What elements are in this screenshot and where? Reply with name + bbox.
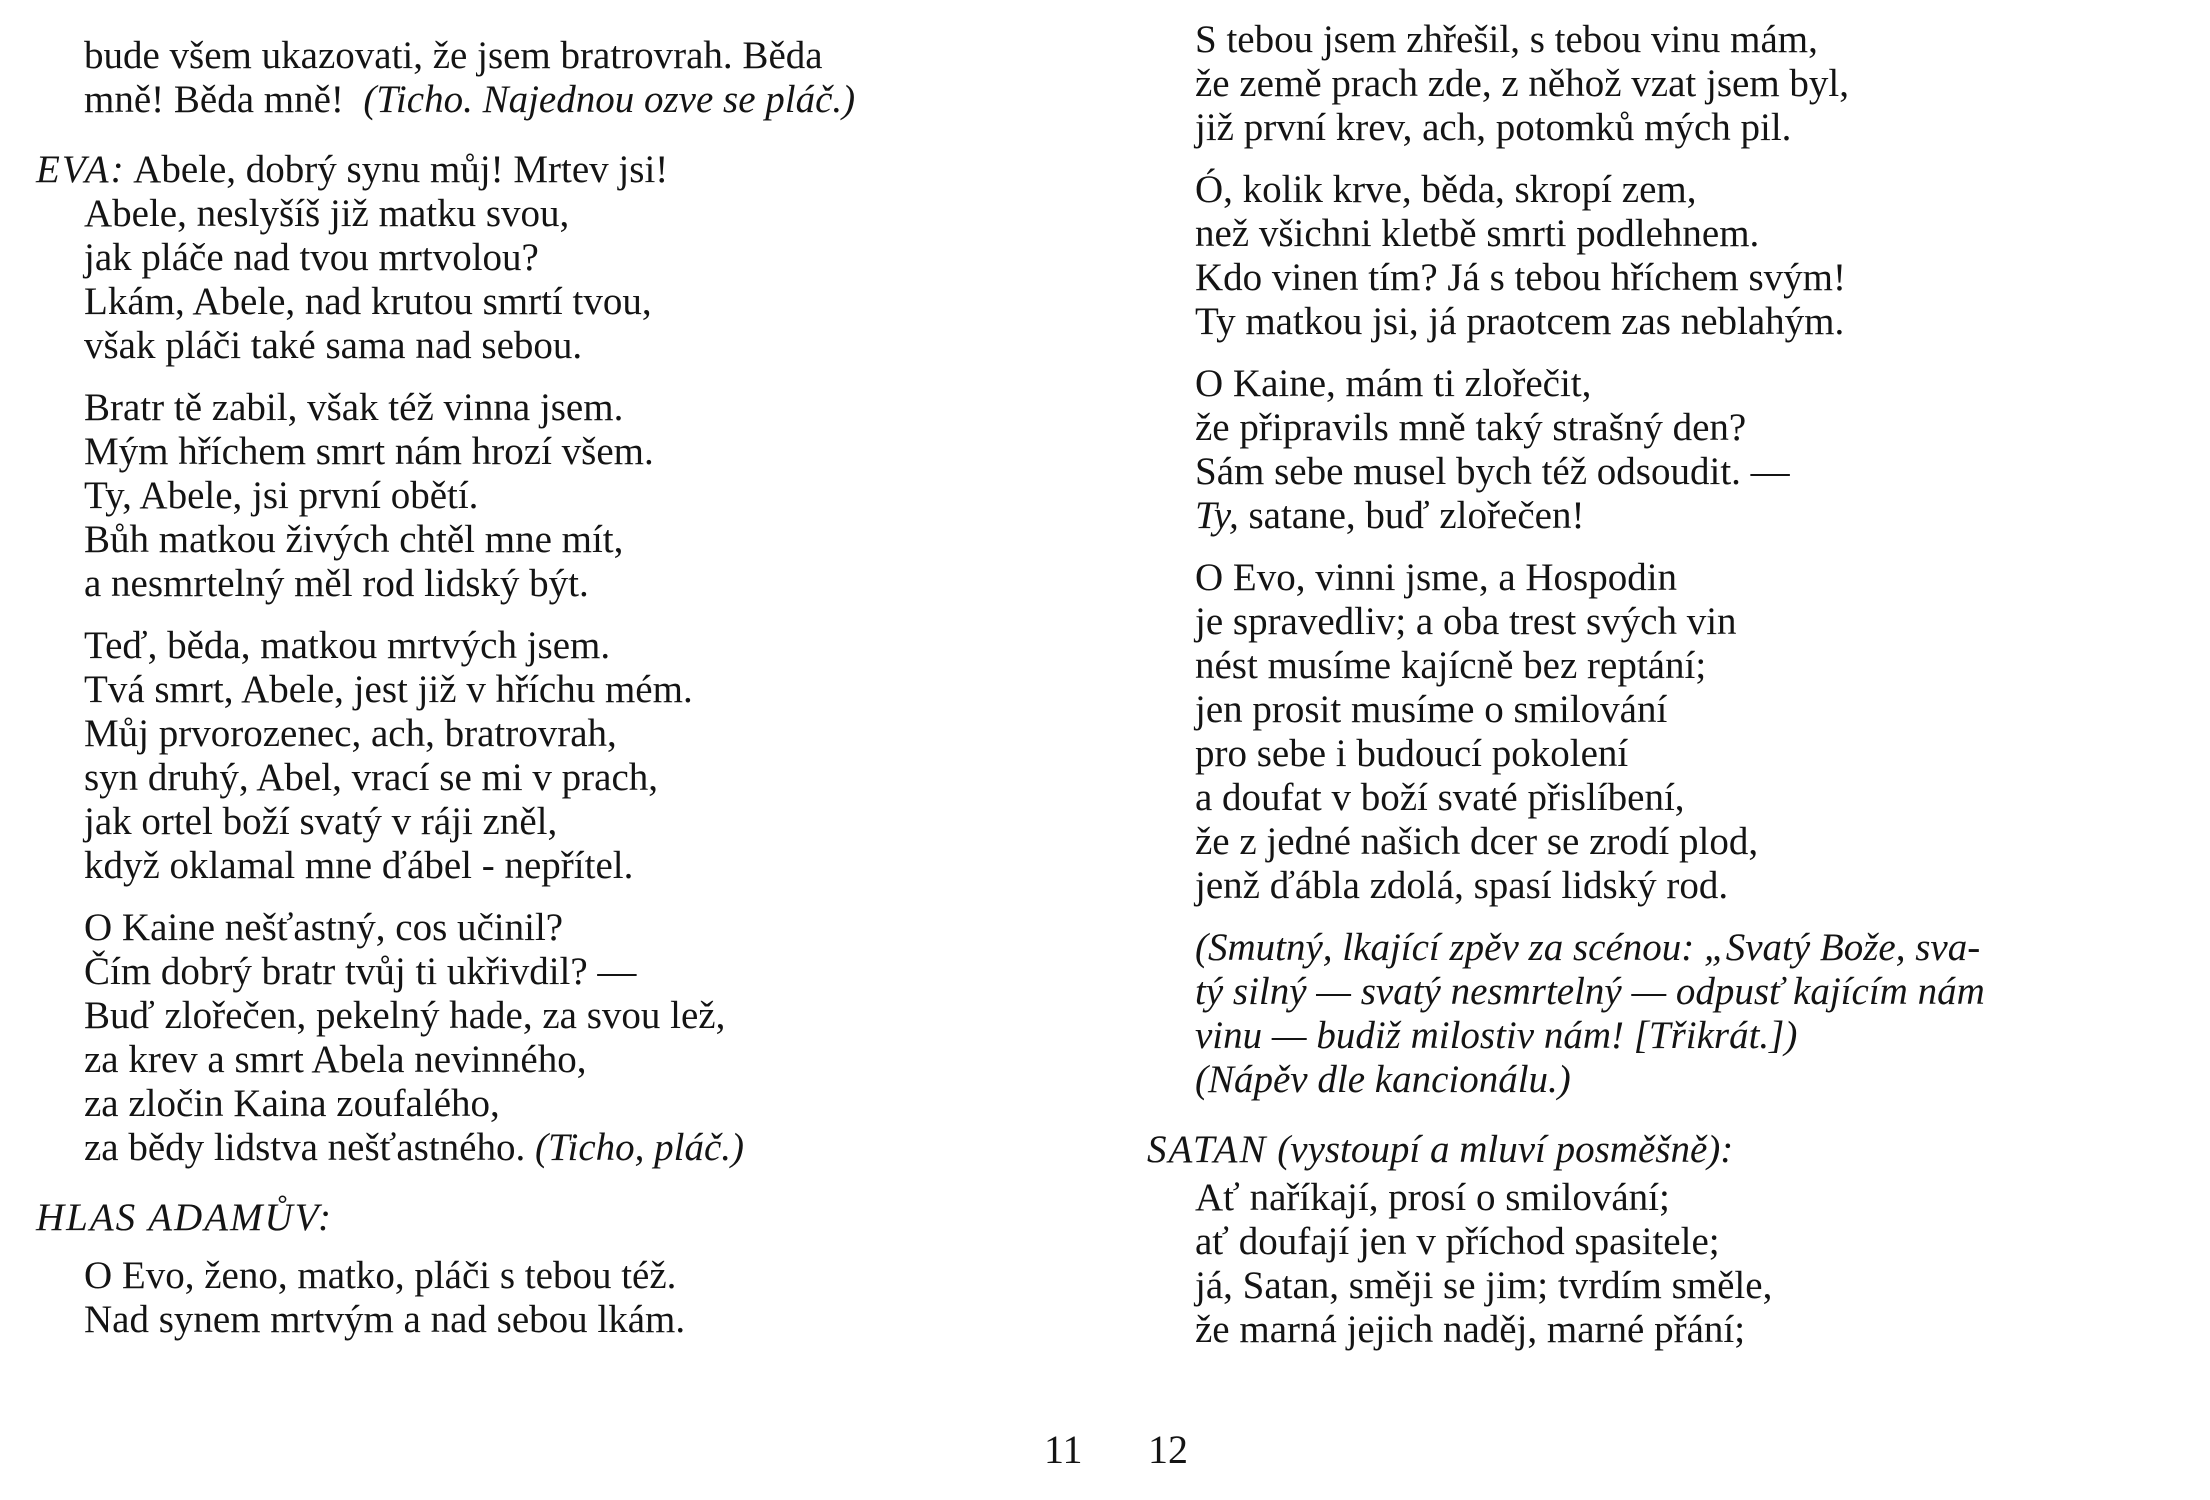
stage-direction-line: (Nápěv dle kancionálu.)	[1195, 1058, 1571, 1101]
text-fragment: mně! Běda mně!	[84, 78, 344, 121]
text-line: když oklamal mne ďábel - nepřítel.	[84, 844, 634, 887]
stage-direction: (vystoupí a mluví posměšně):	[1277, 1128, 1734, 1171]
text-line: Kdo vinen tím? Já s tebou hříchem svým!	[1195, 256, 1846, 299]
speaker-name: HLAS ADAMŮV:	[36, 1196, 333, 1239]
satan-speech	[1147, 1128, 2205, 1352]
text-line: Abele, neslyšíš již matku svou,	[84, 192, 570, 235]
text-line: O Kaine, mám ti zlořečit,	[1195, 362, 1592, 405]
text-line: je spravedliv; a oba trest svých vin	[1195, 600, 1737, 643]
text-line	[84, 78, 1096, 122]
text-line: než všichni kletbě smrti podlehnem.	[1195, 212, 1760, 255]
stanza	[1147, 362, 2205, 538]
text-line: a doufat v boží svaté přislíbení,	[1195, 776, 1685, 819]
page-number: 12	[1148, 1427, 1188, 1472]
text-line: Teď, běda, matkou mrtvých jsem.	[84, 624, 611, 667]
stanza	[1147, 168, 2205, 344]
stanza	[36, 906, 1096, 1170]
text-line: Tvá smrt, Abele, jest již v hříchu mém.	[84, 668, 693, 711]
text-line: že země prach zde, z něhož vzat jsem byl,	[1195, 62, 1849, 105]
speaker-heading	[1147, 1128, 2205, 1172]
text-line: za zločin Kaina zoufalého,	[84, 1082, 500, 1125]
text-line: jen prosit musíme o smilování	[1195, 688, 1668, 731]
text-line: jak ortel boží svatý v ráji zněl,	[84, 800, 558, 843]
text-line: však pláči také sama nad sebou.	[84, 324, 583, 367]
opening-passage	[36, 34, 1096, 122]
text-line: O Evo, ženo, matko, pláči s tebou též.	[84, 1254, 677, 1297]
text-line: O Evo, vinni jsme, a Hospodin	[1195, 556, 1678, 599]
text-line	[84, 1126, 1096, 1170]
stage-direction: (Ticho. Najednou ozve se pláč.)	[363, 78, 856, 121]
text-line: že připravils mně taký strašný den?	[1195, 406, 1747, 449]
stage-direction: (Ticho, pláč.)	[534, 1126, 745, 1169]
text-line: ať doufají jen v příchod spasitele;	[1195, 1220, 1720, 1263]
text-line: Čím dobrý bratr tvůj ti ukřivdil? —	[84, 950, 637, 993]
text-line: Lkám, Abele, nad krutou smrtí tvou,	[84, 280, 652, 323]
text-line: Bratr tě zabil, však též vinna jsem.	[84, 386, 624, 429]
stanza	[1147, 18, 2205, 150]
text-line: a nesmrtelný měl rod lidský být.	[84, 562, 589, 605]
text-fragment: za bědy lidstva nešťastného.	[84, 1126, 526, 1169]
text-line: Mým hříchem smrt nám hrozí všem.	[84, 430, 654, 473]
text-line: bude všem ukazovati, že jsem bratrovrah. Běda	[84, 34, 823, 77]
text-line: Ať naříkají, prosí o smilování;	[1195, 1176, 1670, 1219]
text-line: Nad synem mrtvým a nad sebou lkám.	[84, 1298, 686, 1341]
right-page	[1105, 0, 2210, 1500]
stage-direction-line: vinu — budiž milostiv nám! [Třikrát.])	[1195, 1014, 1798, 1057]
text-line: nést musíme kajícně bez reptání;	[1195, 644, 1707, 687]
text-fragment: satane, buď zlořečen!	[1248, 494, 1585, 537]
stanza	[36, 386, 1096, 606]
text-line: O Kaine nešťastný, cos učinil?	[84, 906, 564, 949]
left-text-column	[36, 34, 1096, 1360]
text-line: Ty, Abele, jsi první obětí.	[84, 474, 479, 517]
text-line: syn druhý, Abel, vrací se mi v prach,	[84, 756, 659, 799]
text-line: jak pláče nad tvou mrtvolou?	[84, 236, 539, 279]
text-line: Ó, kolik krve, běda, skropí zem,	[1195, 168, 1697, 211]
text-line: za krev a smrt Abela nevinného,	[84, 1038, 587, 1081]
stage-direction-block	[1147, 926, 2205, 1102]
text-line: Buď zlořečen, pekelný hade, za svou lež,	[84, 994, 726, 1037]
text-line: Ty matkou jsi, já praotcem zas neblahým.	[1195, 300, 1845, 343]
text-line: že z jedné našich dcer se zrodí plod,	[1195, 820, 1759, 863]
right-text-column	[1147, 18, 2205, 1370]
text-line: již první krev, ach, potomků mých pil.	[1195, 106, 1792, 149]
stage-direction-line: tý silný — svatý nesmrtelný — odpusť kajícím nám	[1195, 970, 1985, 1013]
speaker-name: EVA:	[36, 148, 126, 191]
text-line: pro sebe i budoucí pokolení	[1195, 732, 1629, 775]
text-line: S tebou jsem zhřešil, s tebou vinu mám,	[1195, 18, 1818, 61]
text-fragment: Abele, dobrý synu můj! Mrtev jsi!	[133, 148, 669, 191]
text-line	[36, 148, 1096, 192]
text-line	[1195, 494, 2205, 538]
stanza	[36, 624, 1096, 888]
text-line: že marná jejich naděj, marné přání;	[1195, 1308, 1746, 1351]
eva-speech	[36, 148, 1096, 368]
adam-speech	[36, 1196, 1096, 1342]
page-number: 11	[1044, 1427, 1083, 1472]
speaker-name: SATAN	[1147, 1128, 1268, 1171]
text-line: Můj prvorozenec, ach, bratrovrah,	[84, 712, 617, 755]
text-fragment: Ty,	[1195, 494, 1239, 537]
text-line: Bůh matkou živých chtěl mne mít,	[84, 518, 624, 561]
text-line: jenž ďábla zdolá, spasí lidský rod.	[1195, 864, 1729, 907]
stage-direction-line: (Smutný, lkající zpěv za scénou: „Svatý Bože, sva-	[1195, 926, 1981, 969]
text-line: já, Satan, směji se jim; tvrdím směle,	[1195, 1264, 1773, 1307]
stanza	[1147, 556, 2205, 908]
text-line: Sám sebe musel bych též odsoudit. —	[1195, 450, 1790, 493]
